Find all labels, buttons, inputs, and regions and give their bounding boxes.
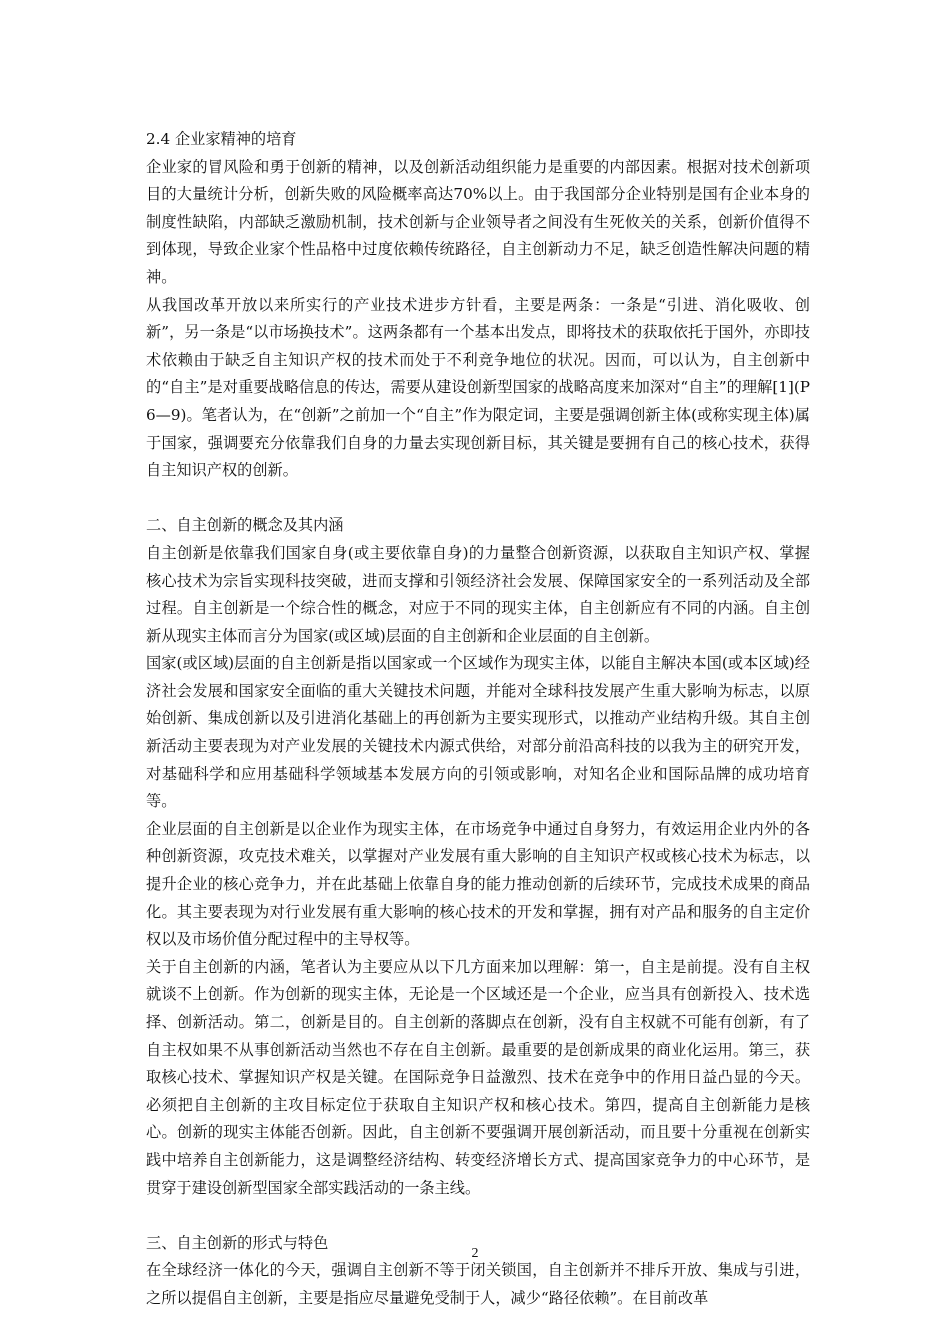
section-forms	[146, 1230, 810, 1313]
section-heading: 2.4 企业家精神的培育	[146, 130, 297, 148]
section-concept	[146, 512, 810, 1202]
section-gap	[146, 1202, 810, 1230]
paragraph: 关于自主创新的内涵，笔者认为主要应从以下几方面来加以理解：第一，自主是前提。没有自主权就谈不上创新。作为创新的现实主体，无论是一个区域还是一个企业，应当具有创新投入、技术选择、创新活动。第二，创新是目的。自主创新的落脚点在创新，没有自主权就不可能有创新，有了自主权如果不从事创新活动当然也不存在自主创新。最重要的是创新成果的商业化运用。第三，获取核心技术、掌握知识产权是关键。在国际竞争日益激烈、技术在竞争中的作用日益凸显的今天。必须把自主创新的主攻目标定位于获取自主知识产权和核心技术。第四，提高自主创新能力是核心。创新的现实主体能否创新。因此，自主创新不要强调开展创新活动，而且要十分重视在创新实践中培养自主创新能力，这是调整经济结构、转变经济增长方式、提高国家竞争力的中心环节，是贯穿于建设创新型国家全部实践活动的一条主线。	[146, 957, 810, 1197]
section-entrepreneurship	[146, 126, 810, 485]
paragraph: 从我国改革开放以来所实行的产业技术进步方针看，主要是两条：一条是“引进、消化吸收、创新”，另一条是“以市场换技术”。这两条都有一个基本出发点，即将技术的获取依托于国外，亦即技术依赖由于缺乏自主知识产权的技术而处于不利竞争地位的状况。因而，可以认为，自主创新中的“自主”是对重要战略信息的传达，需要从建设创新型国家的战略高度来加深对“自主”的理解[1](P6—9)。笔者认为，在“创新”之前加一个“自主”作为限定词，主要是强调创新主体(或称实现主体)属于国家，强调要充分依靠我们自身的力量去实现创新目标，其关键是要拥有自己的核心技术，获得自主知识产权的创新。	[146, 295, 810, 480]
section-gap	[146, 485, 810, 513]
section-heading: 三、自主创新的形式与特色	[146, 1233, 329, 1252]
paragraph: 企业层面的自主创新是以企业作为现实主体，在市场竞争中通过自身努力，有效运用企业内外的各种创新资源，攻克技术难关，以掌握对产业发展有重大影响的自主知识产权或核心技术为标志，以提升企业的核心竞争力，并在此基础上依靠自身的能力推动创新的后续环节，完成技术成果的商品化。其主要表现为对行业发展有重大影响的核心技术的开发和掌握，拥有对产品和服务的自主定价权以及市场价值分配过程中的主导权等。	[146, 819, 810, 949]
paragraph: 自主创新是依靠我们国家自身(或主要依靠自身)的力量整合创新资源，以获取自主知识产权、掌握核心技术为宗旨实现科技突破，进而支撑和引领经济社会发展、保障国家安全的一系列活动及全部过程。自主创新是一个综合性的概念，对应于不同的现实主体，自主创新应有不同的内涵。自主创新从现实主体而言分为国家(或区域)层面的自主创新和企业层面的自主创新。	[146, 543, 810, 645]
paragraph: 企业家的冒风险和勇于创新的精神，以及创新活动组织能力是重要的内部因素。根据对技术创新项目的大量统计分析，创新失败的风险概率高达70%以上。由于我国部分企业特别是国有企业本身的制度性缺陷，内部缺乏激励机制，技术创新与企业领导者之间没有生死攸关的关系，创新价值得不到体现，导致企业家个性品格中过度依赖传统路径，自主创新动力不足，缺乏创造性解决问题的精神。	[146, 157, 810, 286]
paragraph: 国家(或区域)层面的自主创新是指以国家或一个区域作为现实主体，以能自主解决本国(或本区域)经济社会发展和国家安全面临的重大关键技术问题，并能对全球科技发展产生重大影响为标志，以原始创新、集成创新以及引进消化基础上的再创新为主要实现形式，以推动产业结构升级。其自主创新活动主要表现为对产业发展的关键技术内源式供给，对部分前沿高科技的以我为主的研究开发，对基础科学和应用基础科学领域基本发展方向的引领或影响，对知名企业和国际品牌的成功培育等。	[146, 654, 810, 811]
page-number: 2	[471, 1246, 479, 1261]
section-heading: 二、自主创新的概念及其内涵	[146, 516, 344, 535]
paragraph: 在全球经济一体化的今天，强调自主创新不等于闭关锁国，自主创新并不排斥开放、集成与引进，之所以提倡自主创新，主要是指应尽量避免受制于人，减少“路径依赖”。在目前改革	[146, 1261, 810, 1307]
page-body	[146, 126, 810, 1313]
